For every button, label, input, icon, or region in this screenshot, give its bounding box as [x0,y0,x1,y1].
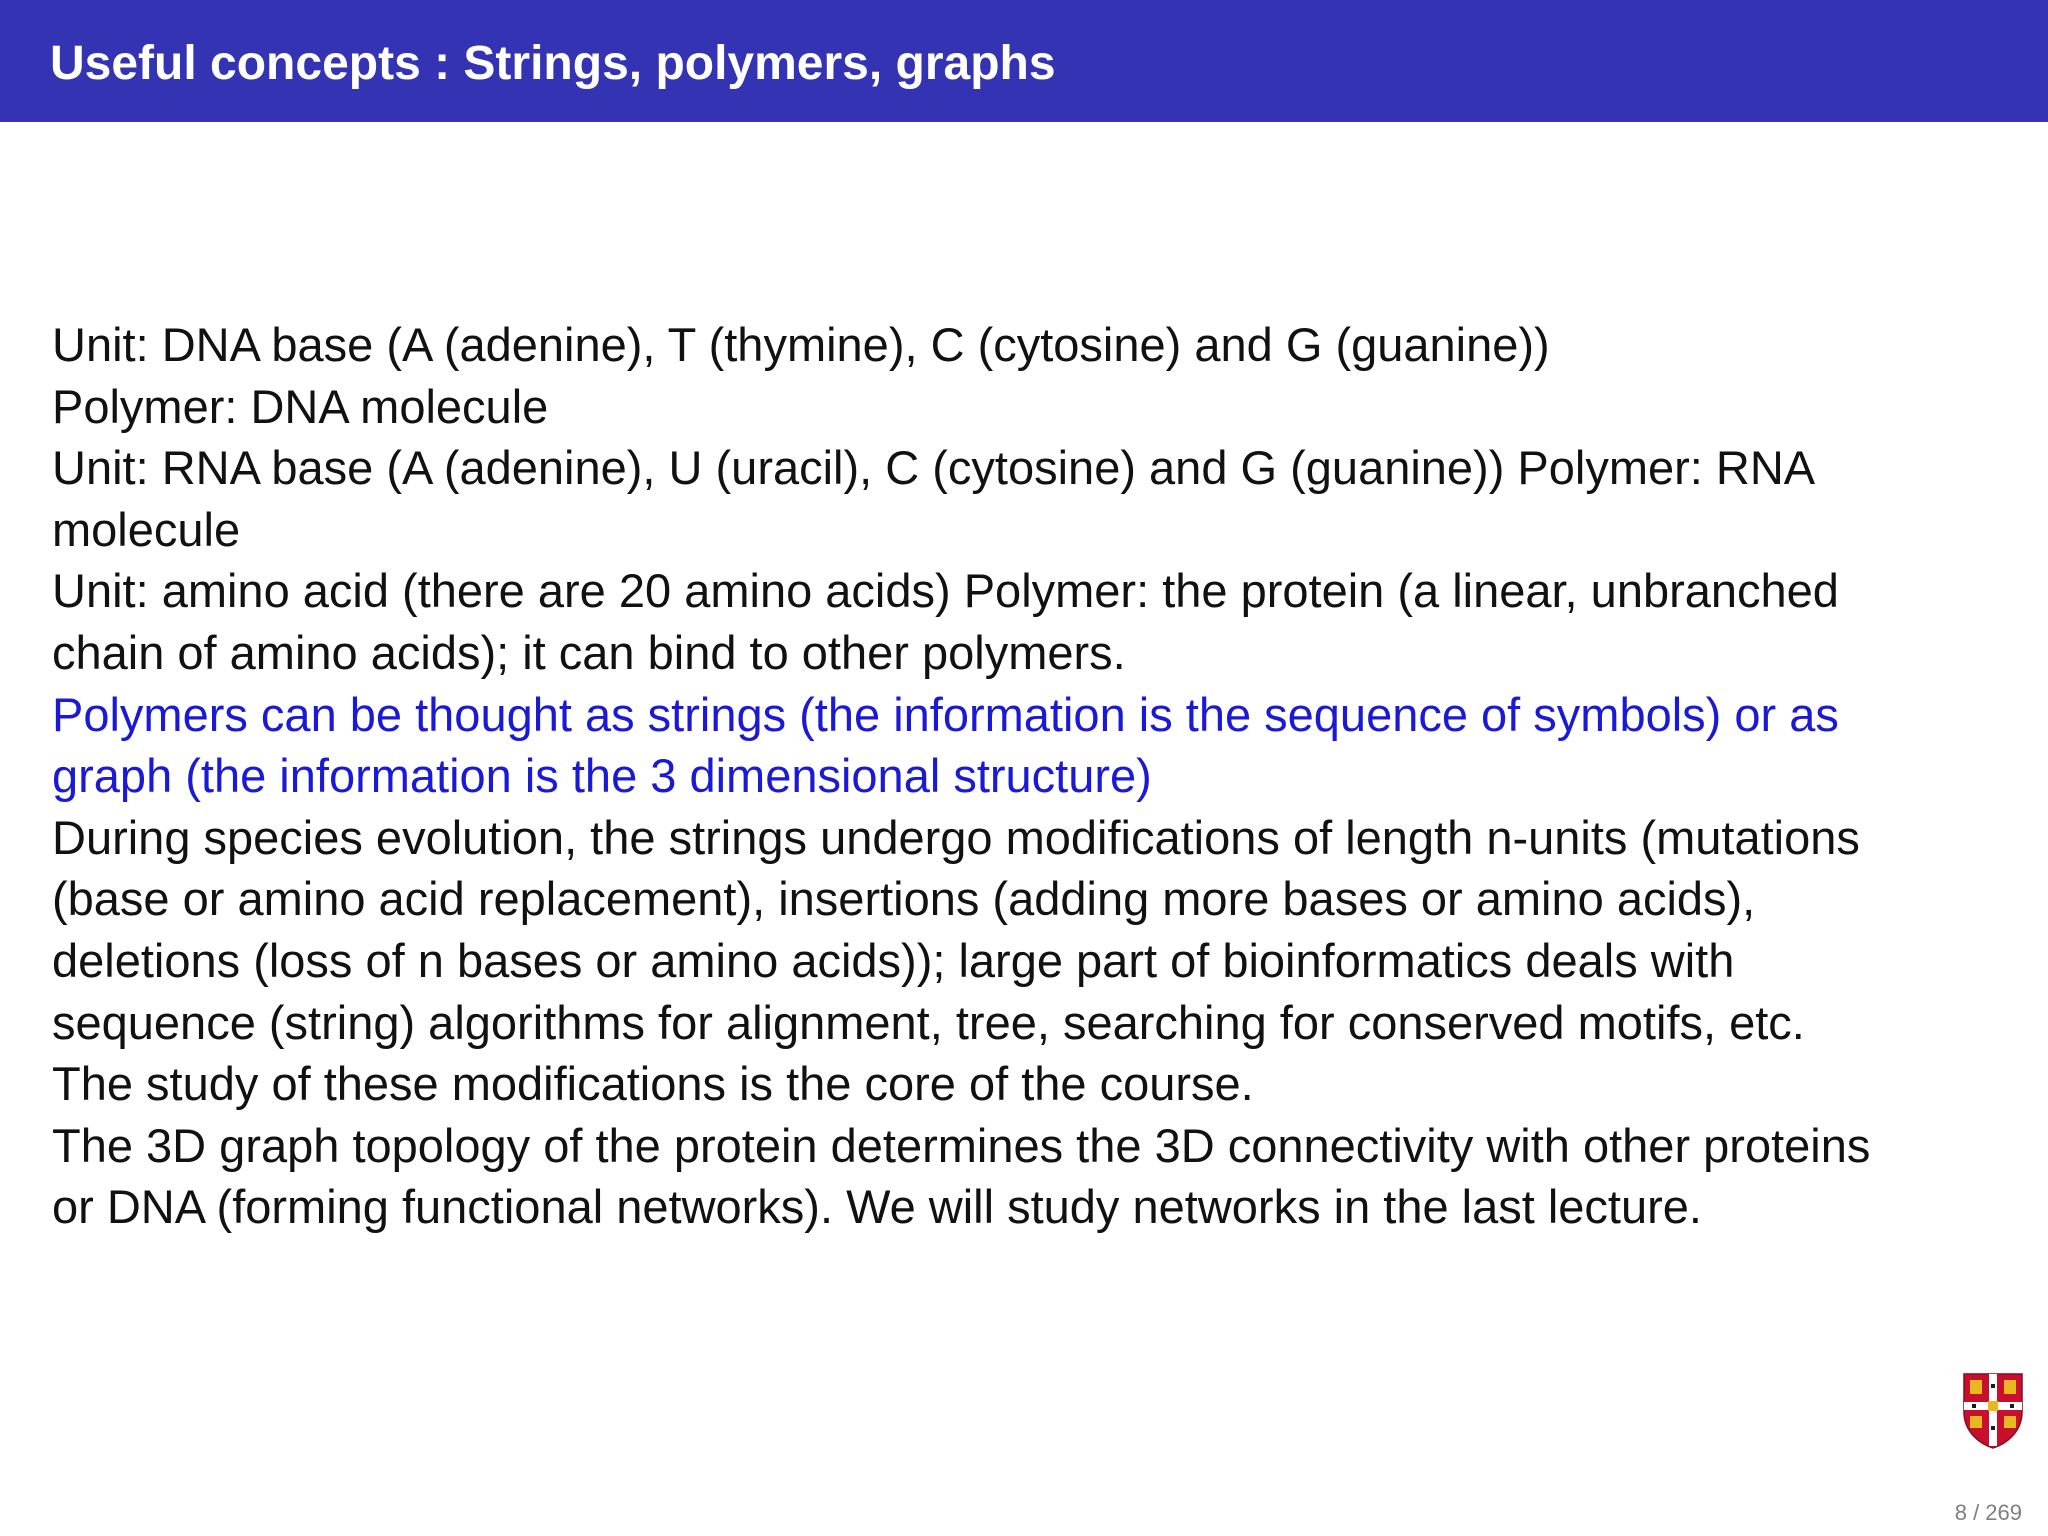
body-line: Unit: amino acid (there are 20 amino acids) Polymer: the protein (a linear, unbranched [52,564,1839,618]
slide-body [52,314,2012,1238]
body-paragraph [52,807,2012,1115]
body-paragraph [52,314,2012,437]
body-line: deletions (loss of n bases or amino acids)); large part of bioinformatics deals with [52,933,1735,987]
body-line: molecule [52,502,241,556]
body-line: During species evolution, the strings undergo modifications of length n-units (mutations [52,810,1860,864]
body-line: The study of these modifications is the core of the course. [52,1057,1254,1111]
highlight-paragraph [52,684,2012,807]
body-line: Polymers can be thought as strings (the information is the sequence of symbols) or as [52,687,1839,741]
body-line: sequence (string) algorithms for alignment, tree, searching for conserved motifs, etc. [52,995,1805,1049]
body-line: Polymer: DNA molecule [52,379,549,433]
body-line: chain of amino acids); it can bind to other polymers. [52,625,1126,679]
page-number: 8 / 269 [1954,1500,2022,1525]
body-line: The 3D graph topology of the protein determines the 3D connectivity with other proteins [52,1118,1871,1172]
slide-title: Useful concepts : Strings, polymers, graphs [50,37,1056,90]
body-line: or DNA (forming functional networks). We will study networks in the last lecture. [52,1180,1702,1234]
body-line: Unit: RNA base (A (adenine), U (uracil), C (cytosine) and G (guanine)) Polymer: RNA [52,441,1816,495]
body-paragraph [52,437,2012,560]
body-line: Unit: DNA base (A (adenine), T (thymine), C (cytosine) and G (guanine)) [52,318,1550,371]
body-line: (base or amino acid replacement), insertions (adding more bases or amino acids), [52,872,1756,926]
body-paragraph [52,560,2012,683]
university-crest-icon [1962,1372,2024,1450]
title-bar [0,0,2048,122]
body-paragraph [52,1115,2012,1238]
body-line: graph (the information is the 3 dimensional structure) [52,749,1152,803]
